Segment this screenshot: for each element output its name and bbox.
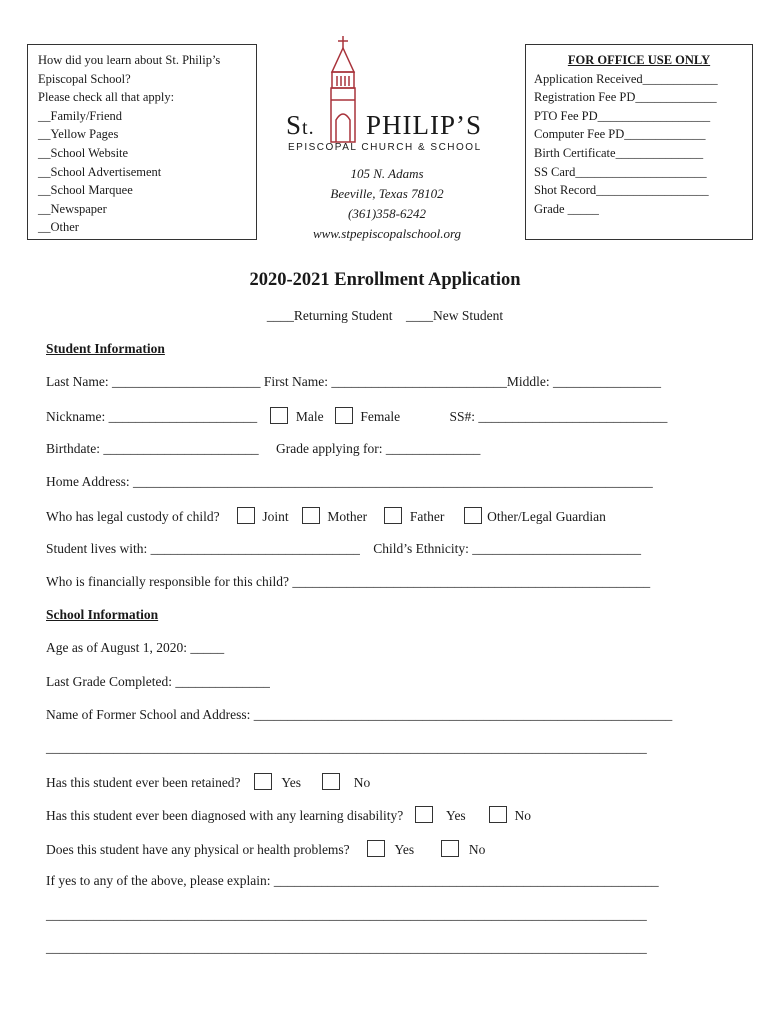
address-street: 105 N. Adams bbox=[350, 166, 424, 181]
office-title: FOR OFFICE USE ONLY bbox=[567, 53, 711, 67]
address-phone: (361)358-6242 bbox=[348, 206, 426, 221]
male-label: Male bbox=[295, 409, 324, 424]
custody-question: Who has legal custody of child? bbox=[46, 509, 220, 524]
health-question: Does this student have any physical or health problems? bbox=[46, 842, 350, 857]
student-type-choice[interactable]: ____Returning Student ____New Student bbox=[266, 308, 504, 323]
custody-mother-checkbox[interactable] bbox=[302, 507, 320, 524]
student-info-heading: Student Information bbox=[46, 341, 165, 356]
logo-name-s: S bbox=[286, 110, 303, 140]
office-line: Computer Fee PD_____________ bbox=[534, 127, 706, 142]
financial-field[interactable]: Who is financially responsible for this child? _____________________________________________________ bbox=[46, 574, 651, 589]
custody-mother-label: Mother bbox=[327, 509, 368, 524]
office-line: Grade _____ bbox=[534, 201, 599, 216]
health-no-label: No bbox=[468, 842, 486, 857]
disability-yes-label: Yes bbox=[446, 808, 466, 823]
referral-option-other[interactable]: __Other bbox=[38, 220, 79, 235]
ss-field[interactable]: SS#: ____________________________ bbox=[449, 409, 668, 424]
health-yes-checkbox[interactable] bbox=[367, 840, 385, 857]
referral-line: How did you learn about St. Philip’s bbox=[38, 53, 221, 67]
lives-with-field[interactable]: Student lives with: _______________________________ bbox=[46, 541, 360, 556]
school-info-heading: School Information bbox=[46, 607, 159, 622]
referral-option-marquee[interactable]: __School Marquee bbox=[38, 183, 133, 198]
logo-name-philips: PHILIP’S bbox=[366, 110, 483, 140]
female-checkbox[interactable] bbox=[335, 407, 353, 424]
last-grade-field[interactable]: Last Grade Completed: ______________ bbox=[46, 674, 270, 689]
birthdate-row bbox=[46, 441, 480, 457]
referral-line: Episcopal School? bbox=[38, 71, 131, 86]
ethnicity-field[interactable]: Child’s Ethnicity: _________________________ bbox=[373, 541, 642, 556]
explain-extra-line-2[interactable]: _________________________________________________________________________________________ bbox=[46, 940, 647, 955]
office-line: Application Received____________ bbox=[534, 71, 718, 86]
retained-row bbox=[46, 773, 370, 791]
referral-line: Please check all that apply: bbox=[38, 90, 175, 105]
custody-joint-checkbox[interactable] bbox=[237, 507, 255, 524]
health-row bbox=[46, 840, 485, 858]
custody-other-checkbox[interactable] bbox=[464, 507, 482, 524]
referral-box bbox=[27, 44, 257, 240]
office-line: Registration Fee PD_____________ bbox=[534, 90, 717, 105]
lives-with-row bbox=[46, 541, 641, 557]
retained-yes-label: Yes bbox=[281, 775, 301, 790]
referral-option-advertisement[interactable]: __School Advertisement bbox=[38, 164, 162, 179]
name-fields[interactable]: Last Name: ______________________ First Name: __________________________Middle: ________________ bbox=[46, 374, 661, 389]
retained-yes-checkbox[interactable] bbox=[254, 773, 272, 790]
referral-option-website[interactable]: __School Website bbox=[38, 145, 129, 160]
custody-joint-label: Joint bbox=[262, 509, 289, 524]
disability-no-checkbox[interactable] bbox=[489, 806, 507, 823]
form-title: 2020-2021 Enrollment Application bbox=[249, 270, 521, 290]
female-label: Female bbox=[360, 409, 401, 424]
retained-no-checkbox[interactable] bbox=[322, 773, 340, 790]
birthdate-field[interactable]: Birthdate: _______________________ bbox=[46, 441, 259, 456]
disability-question: Has this student ever been diagnosed with any learning disability? bbox=[46, 808, 404, 823]
office-line: SS Card_____________________ bbox=[534, 164, 707, 179]
office-line: Birth Certificate______________ bbox=[534, 145, 704, 160]
address-city: Beeville, Texas 78102 bbox=[330, 186, 444, 201]
disability-yes-checkbox[interactable] bbox=[415, 806, 433, 823]
retained-question: Has this student ever been retained? bbox=[46, 775, 241, 790]
office-line: PTO Fee PD__________________ bbox=[534, 108, 711, 123]
custody-father-checkbox[interactable] bbox=[384, 507, 402, 524]
former-school-field[interactable]: Name of Former School and Address: ______________________________________________________________ bbox=[46, 707, 673, 722]
church-logo bbox=[284, 34, 484, 164]
male-checkbox[interactable] bbox=[270, 407, 288, 424]
health-yes-label: Yes bbox=[394, 842, 415, 857]
disability-row bbox=[46, 806, 531, 824]
school-address bbox=[287, 164, 487, 244]
office-use-box bbox=[525, 44, 753, 240]
age-field[interactable]: Age as of August 1, 2020: _____ bbox=[46, 640, 225, 655]
grade-applying-field[interactable]: Grade applying for: ______________ bbox=[276, 441, 481, 456]
nickname-row bbox=[46, 407, 667, 425]
nickname-field[interactable]: Nickname: ______________________ bbox=[46, 409, 258, 424]
custody-father-label: Father bbox=[409, 509, 445, 524]
home-address-field[interactable]: Home Address: _____________________________________________________________________________ bbox=[46, 474, 653, 489]
health-no-checkbox[interactable] bbox=[441, 840, 459, 857]
explain-field[interactable]: If yes to any of the above, please explain: _________________________________________________________ bbox=[46, 873, 659, 888]
address-website[interactable]: www.stpepiscopalschool.org bbox=[312, 226, 462, 241]
disability-no-label: No bbox=[514, 808, 531, 823]
office-line: Shot Record__________________ bbox=[534, 183, 709, 198]
logo-name-t: t. bbox=[302, 117, 315, 139]
explain-extra-line-1[interactable]: _________________________________________________________________________________________ bbox=[46, 907, 647, 922]
logo-subtitle: EPISCOPAL CHURCH & SCHOOL bbox=[288, 142, 482, 153]
referral-option-newspaper[interactable]: __Newspaper bbox=[38, 201, 107, 216]
custody-row bbox=[46, 507, 606, 525]
referral-option-family[interactable]: __Family/Friend bbox=[38, 108, 123, 123]
former-school-extra-line[interactable]: _________________________________________________________________________________________ bbox=[46, 740, 647, 755]
referral-option-yellow-pages[interactable]: __Yellow Pages bbox=[38, 127, 119, 142]
retained-no-label: No bbox=[353, 775, 371, 790]
custody-other-label: Other/Legal Guardian bbox=[487, 509, 606, 524]
